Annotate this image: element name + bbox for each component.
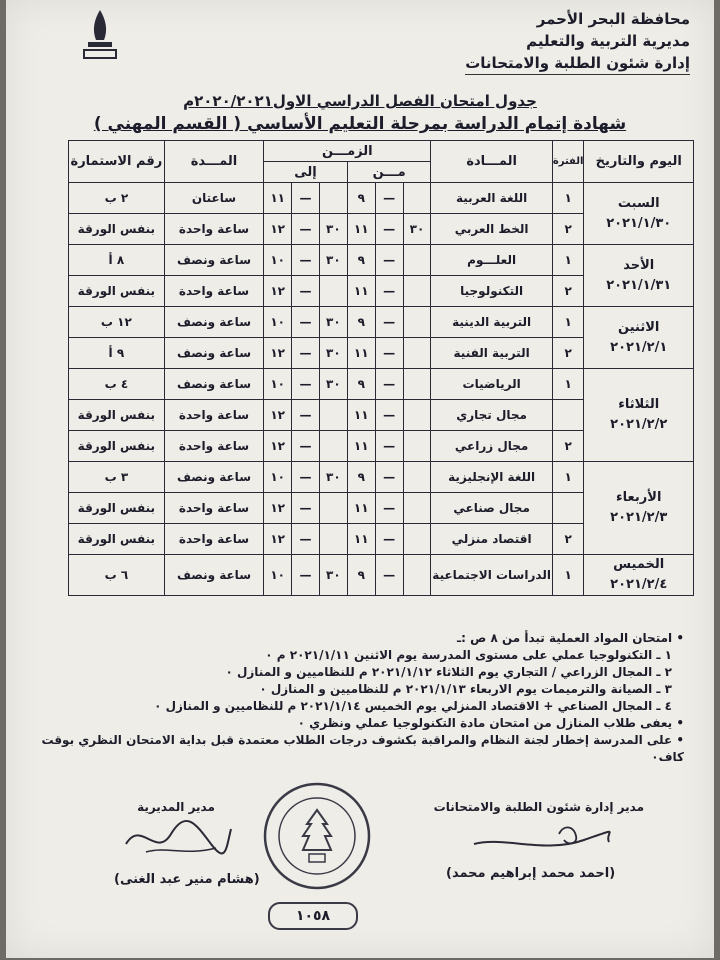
table-row bbox=[69, 307, 694, 338]
note-item: ٣ ـ الصيانة والترميمات يوم الاربعاء ٢٠٢١/١/١٣ م للنظاميين و المنازل ٠ bbox=[259, 682, 672, 696]
from-minutes-cell bbox=[403, 493, 431, 524]
day-cell bbox=[584, 555, 694, 596]
form-number-cell: ٣ ب bbox=[69, 462, 165, 493]
table-row bbox=[69, 555, 694, 596]
to-hour-cell: ١٢ bbox=[264, 524, 292, 555]
dash-cell: — bbox=[292, 307, 320, 338]
day-date: ٢٠٢١/٢/٢ bbox=[610, 417, 668, 432]
from-hour-cell: ١١ bbox=[347, 338, 375, 369]
duration-cell: ساعة واحدة bbox=[164, 276, 263, 307]
dash-cell: — bbox=[375, 493, 403, 524]
day-name: الاثنين bbox=[618, 319, 660, 335]
from-hour-cell: ١١ bbox=[347, 524, 375, 555]
form-number-cell: بنفس الورقة bbox=[69, 400, 165, 431]
exams-manager-signature-icon bbox=[464, 814, 614, 860]
to-minutes-cell: ٣٠ bbox=[319, 462, 347, 493]
from-minutes-cell bbox=[403, 555, 431, 596]
day-cell bbox=[584, 245, 694, 307]
dash-cell: — bbox=[375, 431, 403, 462]
document-page bbox=[6, 0, 714, 958]
form-number-cell: ١٢ ب bbox=[69, 307, 165, 338]
header-directorate: مديرية التربية والتعليم bbox=[526, 32, 690, 50]
subject-cell: مجال تجاري bbox=[431, 400, 552, 431]
duration-cell: ساعة ونصف bbox=[164, 555, 263, 596]
certificate-title: شهادة إتمام الدراسة بمرحلة التعليم الأساسي ( القسم المهني ) bbox=[93, 114, 627, 134]
header-time: الزمـــن bbox=[264, 141, 431, 162]
from-minutes-cell bbox=[403, 245, 431, 276]
to-hour-cell: ١٠ bbox=[264, 555, 292, 596]
dash-cell: — bbox=[292, 369, 320, 400]
exams-manager-signature-block bbox=[434, 800, 644, 863]
form-number-cell: ٢ ب bbox=[69, 183, 165, 214]
to-hour-cell: ١٠ bbox=[264, 245, 292, 276]
to-hour-cell: ١٢ bbox=[264, 338, 292, 369]
header-to: إلى bbox=[264, 162, 348, 183]
from-minutes-cell bbox=[403, 338, 431, 369]
header-from: مـــن bbox=[347, 162, 431, 183]
dash-cell: — bbox=[375, 276, 403, 307]
subject-cell: اللغة الإنجليزية bbox=[431, 462, 552, 493]
dash-cell: — bbox=[292, 183, 320, 214]
day-cell bbox=[584, 369, 694, 462]
exams-manager-name: (احمد محمد إبراهيم محمد) bbox=[446, 866, 616, 881]
from-minutes-cell bbox=[403, 369, 431, 400]
to-hour-cell: ١٢ bbox=[264, 493, 292, 524]
day-date: ٢٠٢١/٢/١ bbox=[610, 339, 668, 355]
from-hour-cell: ١١ bbox=[347, 431, 375, 462]
from-hour-cell: ١١ bbox=[347, 276, 375, 307]
schedule-title: جدول امتحان الفصل الدراسي الاول٢٠٢٠/٢٠٢١م bbox=[183, 92, 537, 110]
day-date: ٢٠٢١/٢/٣ bbox=[610, 510, 668, 525]
period-cell: ١ bbox=[552, 245, 584, 276]
header-duration: المـــدة bbox=[164, 141, 263, 183]
subject-cell: مجال زراعي bbox=[431, 431, 552, 462]
dash-cell: — bbox=[292, 400, 320, 431]
period-cell bbox=[552, 493, 584, 524]
dash-cell: — bbox=[375, 400, 403, 431]
subject-cell: الرياضيات bbox=[431, 369, 552, 400]
dash-cell: — bbox=[292, 493, 320, 524]
to-minutes-cell bbox=[319, 276, 347, 307]
dash-cell: — bbox=[292, 462, 320, 493]
duration-cell: ساعتان bbox=[164, 183, 263, 214]
dash-cell: — bbox=[292, 524, 320, 555]
director-title: مدير المديرية bbox=[137, 800, 215, 814]
period-cell: ١ bbox=[552, 555, 584, 596]
director-name: (هشام منير عبد الغنى) bbox=[114, 872, 260, 887]
to-minutes-cell: ٣٠ bbox=[319, 369, 347, 400]
from-hour-cell: ٩ bbox=[347, 369, 375, 400]
duration-cell: ساعة ونصف bbox=[164, 462, 263, 493]
form-number-cell: بنفس الورقة bbox=[69, 524, 165, 555]
header-period: الفترة bbox=[552, 141, 584, 183]
period-cell: ٢ bbox=[552, 524, 584, 555]
subject-cell: العلـــوم bbox=[431, 245, 552, 276]
from-minutes-cell bbox=[403, 276, 431, 307]
form-number-cell: ٦ ب bbox=[69, 555, 165, 596]
day-date: ٢٠٢١/٢/٤ bbox=[610, 577, 668, 592]
subject-cell: التكنولوجيا bbox=[431, 276, 552, 307]
dash-cell: — bbox=[375, 338, 403, 369]
to-minutes-cell: ٣٠ bbox=[319, 214, 347, 245]
day-name: الأحد bbox=[623, 257, 655, 273]
day-cell bbox=[584, 462, 694, 555]
period-cell: ١ bbox=[552, 183, 584, 214]
period-cell: ٢ bbox=[552, 431, 584, 462]
dash-cell: — bbox=[375, 307, 403, 338]
dash-cell: — bbox=[292, 555, 320, 596]
from-hour-cell: ١١ bbox=[347, 214, 375, 245]
from-minutes-cell bbox=[403, 183, 431, 214]
note-exempt: • يعفى طلاب المنازل من امتحان مادة التكنولوجيا عملي ونظري ٠ bbox=[297, 716, 684, 730]
from-hour-cell: ١١ bbox=[347, 400, 375, 431]
ministry-logo-icon bbox=[74, 6, 126, 64]
table-row bbox=[69, 369, 694, 400]
to-minutes-cell bbox=[319, 493, 347, 524]
table-row bbox=[69, 462, 694, 493]
duration-cell: ساعة ونصف bbox=[164, 338, 263, 369]
duration-cell: ساعة واحدة bbox=[164, 214, 263, 245]
subject-cell: اقتصاد منزلي bbox=[431, 524, 552, 555]
exam-schedule-table bbox=[68, 140, 694, 596]
from-hour-cell: ٩ bbox=[347, 183, 375, 214]
official-seal-icon bbox=[261, 780, 373, 892]
dash-cell: — bbox=[375, 214, 403, 245]
to-hour-cell: ١٢ bbox=[264, 214, 292, 245]
to-minutes-cell bbox=[319, 400, 347, 431]
period-cell: ١ bbox=[552, 307, 584, 338]
dash-cell: — bbox=[375, 524, 403, 555]
subject-cell: التربية الدينية bbox=[431, 307, 552, 338]
from-minutes-cell bbox=[403, 524, 431, 555]
header-subject: المـــادة bbox=[431, 141, 552, 183]
period-cell: ٢ bbox=[552, 338, 584, 369]
note-notify: • على المدرسة إخطار لجنة النظام والمراقبة بكشوف درجات الطلاب معتمدة قبل بداية الامتحان النظري بوقت كاف٠ bbox=[41, 733, 684, 764]
subject-cell: الخط العربي bbox=[431, 214, 552, 245]
form-number-cell: بنفس الورقة bbox=[69, 493, 165, 524]
from-minutes-cell bbox=[403, 431, 431, 462]
form-number-cell: ٤ ب bbox=[69, 369, 165, 400]
to-minutes-cell: ٣٠ bbox=[319, 307, 347, 338]
duration-cell: ساعة ونصف bbox=[164, 369, 263, 400]
from-hour-cell: ٩ bbox=[347, 307, 375, 338]
day-date: ٢٠٢١/١/٣٠ bbox=[606, 215, 672, 231]
director-signature-icon bbox=[116, 814, 236, 864]
period-cell: ٢ bbox=[552, 276, 584, 307]
form-number-cell: بنفس الورقة bbox=[69, 276, 165, 307]
period-cell: ١ bbox=[552, 369, 584, 400]
to-minutes-cell bbox=[319, 431, 347, 462]
note-item: ٤ ـ المجال الصناعي + الاقتصاد المنزلي يوم الخميس ٢٠٢١/١/١٤ م للنظاميين و المنازل ٠ bbox=[154, 699, 672, 713]
dash-cell: — bbox=[375, 369, 403, 400]
dash-cell: — bbox=[375, 555, 403, 596]
from-minutes-cell bbox=[403, 307, 431, 338]
from-minutes-cell bbox=[403, 400, 431, 431]
header-block bbox=[465, 8, 690, 75]
day-name: الخميس bbox=[613, 557, 665, 572]
duration-cell: ساعة واحدة bbox=[164, 524, 263, 555]
dash-cell: — bbox=[292, 276, 320, 307]
dash-cell: — bbox=[375, 462, 403, 493]
period-cell bbox=[552, 400, 584, 431]
day-name: الثلاثاء bbox=[618, 397, 660, 412]
note-item: ١ ـ التكنولوجيا عملي على مستوى المدرسة يوم الاثنين ٢٠٢١/١/١١ م ٠ bbox=[265, 648, 672, 662]
from-hour-cell: ٩ bbox=[347, 555, 375, 596]
to-minutes-cell: ٣٠ bbox=[319, 338, 347, 369]
to-hour-cell: ١٢ bbox=[264, 431, 292, 462]
dash-cell: — bbox=[292, 245, 320, 276]
duration-cell: ساعة واحدة bbox=[164, 400, 263, 431]
subject-cell: اللغة العربية bbox=[431, 183, 552, 214]
to-minutes-cell: ٣٠ bbox=[319, 245, 347, 276]
to-hour-cell: ١٠ bbox=[264, 462, 292, 493]
dash-cell: — bbox=[375, 183, 403, 214]
header-department: إدارة شئون الطلبة والامتحانات bbox=[465, 52, 690, 75]
header-day: اليوم والتاريخ bbox=[584, 141, 694, 183]
dash-cell: — bbox=[292, 214, 320, 245]
director-signature-block bbox=[116, 800, 236, 867]
from-hour-cell: ١١ bbox=[347, 493, 375, 524]
to-hour-cell: ١٢ bbox=[264, 276, 292, 307]
day-cell bbox=[584, 307, 694, 369]
table-row bbox=[69, 183, 694, 214]
to-hour-cell: ١٠ bbox=[264, 307, 292, 338]
notes-block bbox=[24, 630, 684, 766]
from-minutes-cell: ٣٠ bbox=[403, 214, 431, 245]
day-date: ٢٠٢١/١/٣١ bbox=[606, 277, 672, 293]
from-hour-cell: ٩ bbox=[347, 462, 375, 493]
dash-cell: — bbox=[375, 245, 403, 276]
header-governorate: محافظة البحر الأحمر bbox=[536, 10, 690, 28]
from-minutes-cell bbox=[403, 462, 431, 493]
to-hour-cell: ١٠ bbox=[264, 369, 292, 400]
to-hour-cell: ١١ bbox=[264, 183, 292, 214]
period-cell: ١ bbox=[552, 462, 584, 493]
table-row bbox=[69, 245, 694, 276]
subject-cell: مجال صناعي bbox=[431, 493, 552, 524]
exams-manager-title: مدير إدارة شئون الطلبة والامتحانات bbox=[433, 800, 644, 814]
form-number-cell: بنفس الورقة bbox=[69, 214, 165, 245]
period-cell: ٢ bbox=[552, 214, 584, 245]
header-form-number: رقم الاستمارة bbox=[69, 141, 165, 183]
to-minutes-cell: ٣٠ bbox=[319, 555, 347, 596]
duration-cell: ساعة واحدة bbox=[164, 431, 263, 462]
subject-cell: الدراسات الاجتماعية bbox=[431, 555, 552, 596]
form-number-cell: بنفس الورقة bbox=[69, 431, 165, 462]
note-item: ٢ ـ المجال الزراعي / التجاري يوم الثلاثاء ٢٠٢١/١/١٢ م للنظاميين و المنازل ٠ bbox=[225, 665, 672, 679]
duration-cell: ساعة واحدة bbox=[164, 493, 263, 524]
subject-cell: التربية الفنية bbox=[431, 338, 552, 369]
notes-intro: • امتحان المواد العملية تبدأ من ٨ ص :ـ bbox=[457, 631, 684, 645]
to-minutes-cell bbox=[319, 183, 347, 214]
form-number-cell: ٨ أ bbox=[69, 245, 165, 276]
to-hour-cell: ١٢ bbox=[264, 400, 292, 431]
day-cell bbox=[584, 183, 694, 245]
day-name: السبت bbox=[617, 195, 660, 211]
dash-cell: — bbox=[292, 338, 320, 369]
day-name: الأربعاء bbox=[616, 490, 662, 505]
serial-number: ١٠٥٨ bbox=[268, 902, 358, 930]
form-number-cell: ٩ أ bbox=[69, 338, 165, 369]
from-hour-cell: ٩ bbox=[347, 245, 375, 276]
dash-cell: — bbox=[292, 431, 320, 462]
to-minutes-cell bbox=[319, 524, 347, 555]
duration-cell: ساعة ونصف bbox=[164, 245, 263, 276]
duration-cell: ساعة ونصف bbox=[164, 307, 263, 338]
